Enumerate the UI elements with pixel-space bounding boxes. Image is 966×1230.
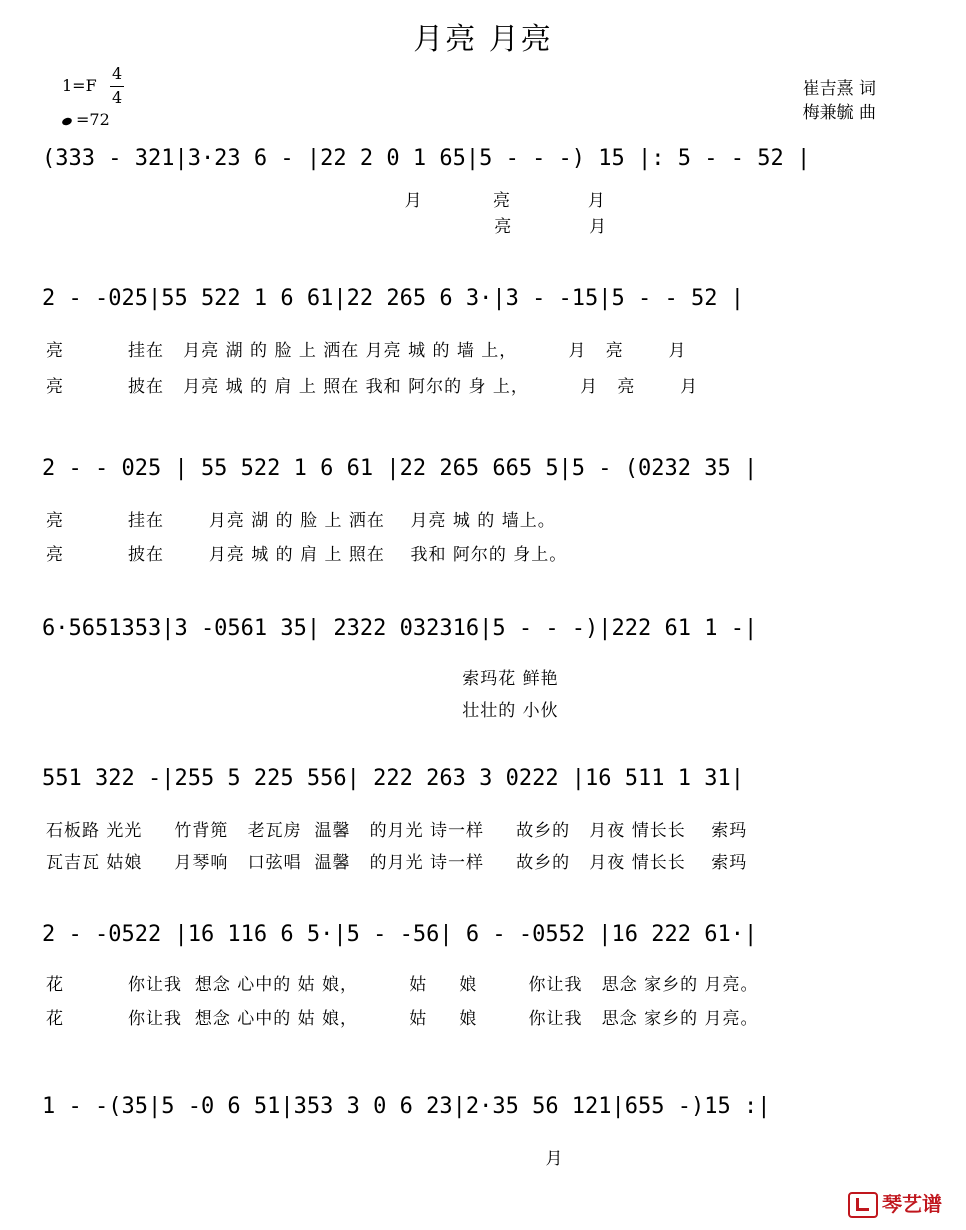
lyric-line-5-verse-1: 石板路 光光 竹背篼 老瓦房 温馨 的月光 诗一样 故乡的 月夜 情长长 索玛 [46,821,748,841]
notation-line-1: (333 - 321|3·23 6 - |22 2 0 1 65|5 - - -) 15 |: 5 - - 52 | [42,146,811,171]
lyric-line-1-verse-1: 月 亮 月 [46,191,606,211]
lyric-line-3-verse-2: 亮 披在 月亮 城 的 肩 上 照在 我和 阿尔的 身上。 [46,545,568,565]
notation-line-3: 2 - - 025 | 55 522 1 6 61 |22 265 665 5|5 - (0232 35 | [42,456,758,481]
lyric-line-2-verse-1: 亮 挂在 月亮 湖 的 脸 上 洒在 月亮 城 的 墙 上， 月 亮 月 [46,341,687,361]
lyric-line-3-verse-1: 亮 挂在 月亮 湖 的 脸 上 洒在 月亮 城 的 墙上。 [46,511,556,531]
lyric-line-4-verse-2: 壮壮的 小伙 [46,701,559,721]
notation-line-4: 6·5651353|3 -0561 35| 2322 032316|5 - - -)|222 61 1 -| [42,616,758,641]
lyric-line-2-verse-2: 亮 披在 月亮 城 的 肩 上 照在 我和 阿尔的 身 上， 月 亮 月 [46,377,699,397]
quarter-note-icon [61,117,73,127]
lyricist-credit: 崔吉熹 词 [802,79,876,99]
tempo-marking: =72 [76,110,110,129]
logo-icon [848,1192,878,1218]
lyric-line-7-verse-1: 月 [46,1149,564,1169]
watermark-text: 琴艺谱 [882,1191,942,1216]
time-signature-divider [110,86,124,87]
lyric-line-4-verse-1: 索玛花 鲜艳 [46,669,559,689]
notation-line-2: 2 - -025|55 522 1 6 61|22 265 6 3·|3 - -15|5 - - 52 | [42,286,744,311]
notation-line-7: 1 - -(35|5 -0 6 51|353 3 0 6 23|2·35 56 121|655 -)15 :| [42,1094,771,1119]
notation-line-5: 551 322 -|255 5 225 556| 222 263 3 0222 |16 511 1 31| [42,766,744,791]
composer-credit: 梅兼毓 曲 [802,103,876,123]
time-signature-top: 4 [112,64,123,83]
watermark [834,1164,942,1219]
lyric-line-6-verse-2: 花 你让我 想念 心中的 姑 娘， 姑 娘 你让我 思念 家乡的 月亮。 [46,1009,759,1029]
page-title: 月亮 月亮 [413,22,553,57]
lyric-line-6-verse-1: 花 你让我 想念 心中的 姑 娘， 姑 娘 你让我 思念 家乡的 月亮。 [46,975,759,995]
key-signature: 1=F [62,76,97,95]
notation-line-6: 2 - -0522 |16 116 6 5·|5 - -56| 6 - -0552 |16 222 61·| [42,922,758,947]
lyric-line-1-verse-2: 亮 月 [46,217,608,237]
time-signature-bottom: 4 [112,88,123,107]
lyric-line-5-verse-2: 瓦吉瓦 姑娘 月琴响 口弦唱 温馨 的月光 诗一样 故乡的 月夜 情长长 索玛 [46,853,748,873]
